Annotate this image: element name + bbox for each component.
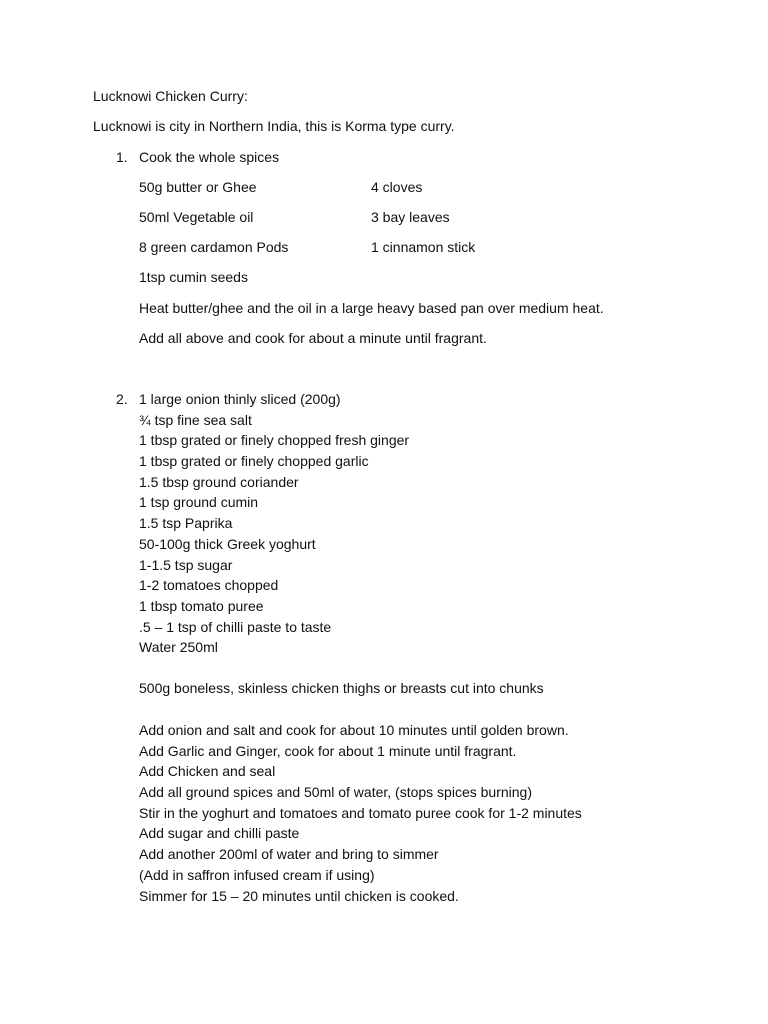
step-1-ingredient: 1tsp cumin seeds xyxy=(139,269,248,285)
step-1-instruction: Heat butter/ghee and the oil in a large heavy based pan over medium heat. xyxy=(139,300,604,316)
step-1-ingredient: 4 cloves xyxy=(371,179,423,195)
step-2-instruction: Add another 200ml of water and bring to simmer xyxy=(139,846,439,863)
step-2-instruction-list xyxy=(139,720,582,906)
step-2-chicken: 500g boneless, skinless chicken thighs or breasts cut into chunks xyxy=(139,680,544,696)
step-2-ingredient: 1-2 tomatoes chopped xyxy=(139,577,279,594)
step-2-ingredient: .5 – 1 tsp of chilli paste to taste xyxy=(139,618,332,635)
step-2-ingredient: 1 large onion thinly sliced (200g) xyxy=(139,391,341,407)
step-2-instruction: Add Garlic and Ginger, cook for about 1 minute until fragrant. xyxy=(139,742,517,759)
step-2-ingredient: ¾ tsp fine sea salt xyxy=(139,411,252,428)
step-2-instruction: Add onion and salt and cook for about 10 minutes until golden brown. xyxy=(139,722,569,738)
step-2-ingredient: 1 tsp ground cumin xyxy=(139,494,259,511)
step-1-ingredient: 3 bay leaves xyxy=(371,209,450,225)
step-2-ingredient: 1 tbsp grated or finely chopped fresh ginger xyxy=(139,432,410,449)
step-2-ingredient: 1 tbsp grated or finely chopped garlic xyxy=(139,453,369,470)
step-2-ingredient: Water 250ml xyxy=(139,639,218,656)
step-2-ingredient-list xyxy=(139,389,409,658)
step-2-ingredient: 1-1.5 tsp sugar xyxy=(139,556,233,573)
step-2-instruction: Add all ground spices and 50ml of water, (stops spices burning) xyxy=(139,784,532,801)
step-2-instruction: Stir in the yoghurt and tomatoes and tomato puree cook for 1-2 minutes xyxy=(139,804,582,821)
step-1-ingredient: 8 green cardamon Pods xyxy=(139,239,289,255)
step-2-instruction: (Add in saffron infused cream if using) xyxy=(139,866,375,883)
step-1-ingredient: 50ml Vegetable oil xyxy=(139,209,254,225)
step-1-instruction: Add all above and cook for about a minute until fragrant. xyxy=(139,330,487,346)
step-2-instruction: Add sugar and chilli paste xyxy=(139,825,300,842)
step-2-instruction: Add Chicken and seal xyxy=(139,763,276,780)
step-2-ingredient: 1.5 tsp Paprika xyxy=(139,515,233,532)
step-2-ingredient: 1 tbsp tomato puree xyxy=(139,597,264,614)
recipe-intro: Lucknowi is city in Northern India, this is Korma type curry. xyxy=(93,118,455,134)
step-2-number: 2. xyxy=(116,391,128,407)
step-1-number: 1. xyxy=(116,149,128,165)
step-2-ingredient: 1.5 tbsp ground coriander xyxy=(139,473,299,490)
step-1-heading: Cook the whole spices xyxy=(139,149,280,165)
step-2-instruction: Simmer for 15 – 20 minutes until chicken is cooked. xyxy=(139,887,459,904)
step-2-ingredient: 50-100g thick Greek yoghurt xyxy=(139,535,316,552)
step-1-ingredient: 50g butter or Ghee xyxy=(139,179,257,195)
recipe-title: Lucknowi Chicken Curry: xyxy=(93,88,248,104)
step-1-ingredient: 1 cinnamon stick xyxy=(371,239,476,255)
